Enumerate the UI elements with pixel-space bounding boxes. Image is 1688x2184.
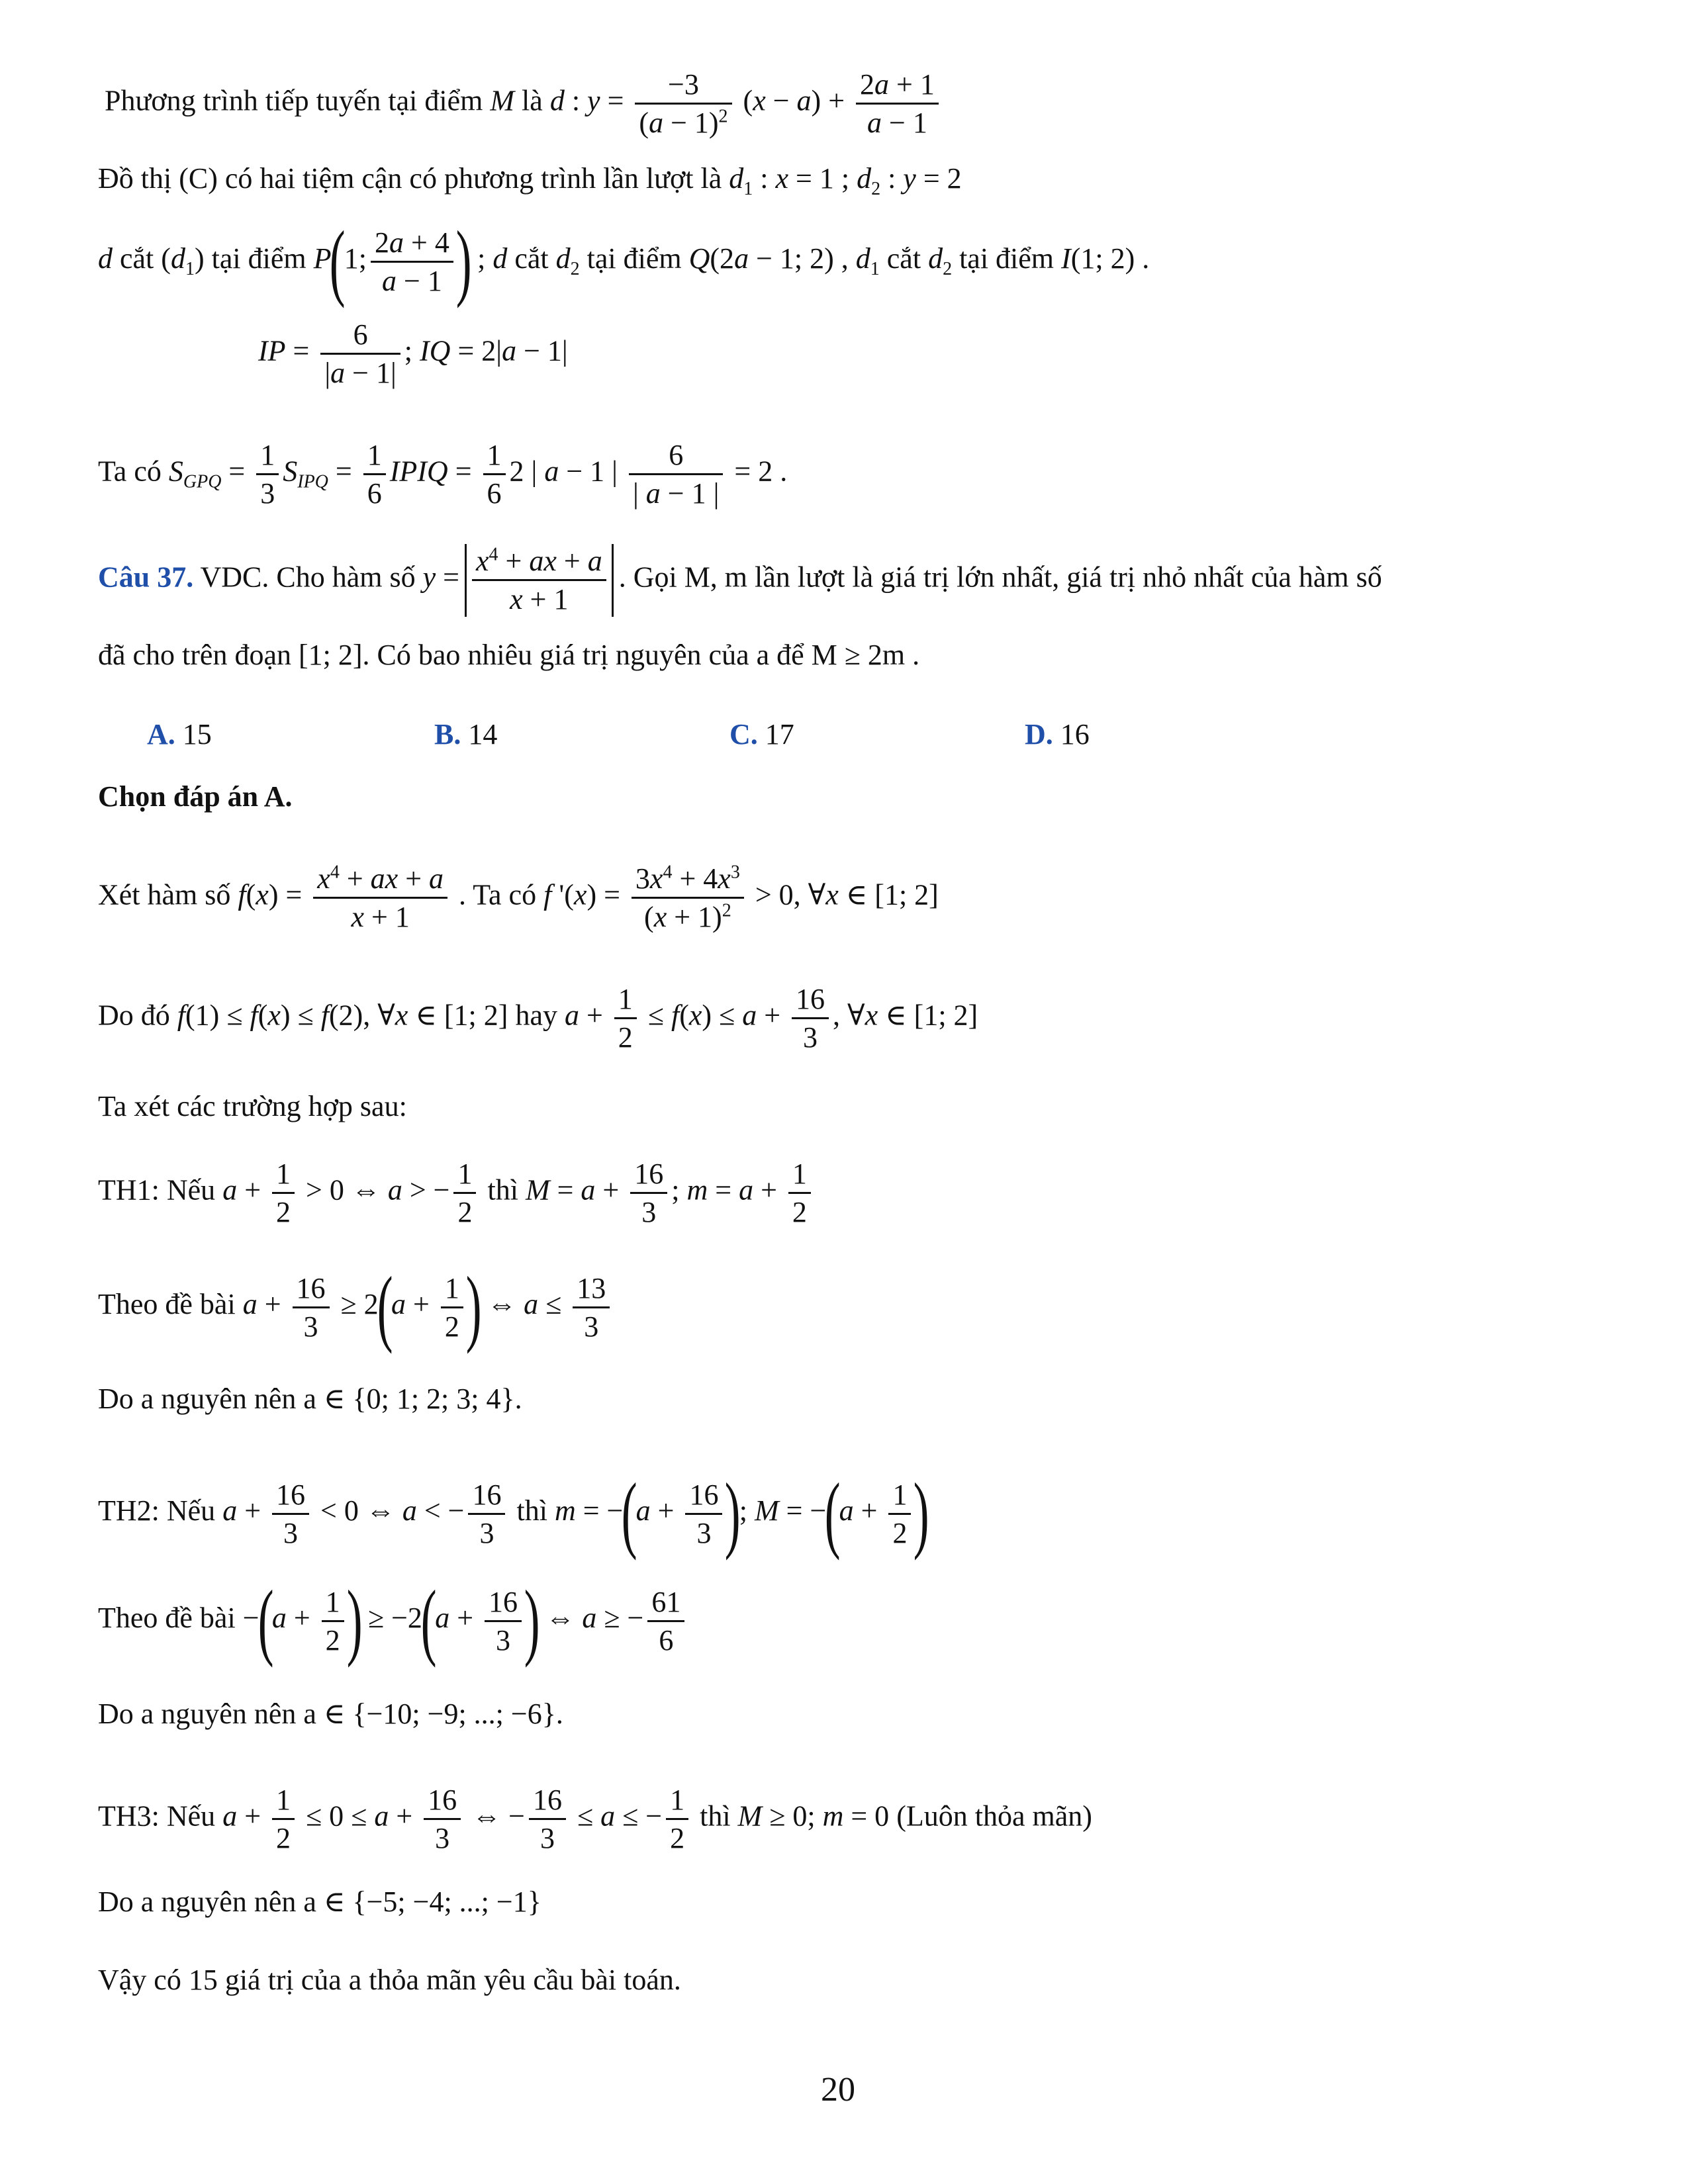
page-number: 20 [821,2071,855,2109]
cases-intro: Ta xét các trường hợp sau: [98,1090,407,1122]
area-line: Ta có $S_{GPQ}$ = $\frac{1}{3}$ $S_{IPQ}$ = $\frac{1}{6}$ IPIQ = $\frac{1}{6}$ 2 | a − 1 | $\frac{6}{| a - 1 |}$ = 2 . [98,437,787,512]
option-a[interactable]: A. 15 [147,718,212,751]
option-d[interactable]: D. 16 [1025,718,1090,751]
option-c[interactable]: C. 17 [729,718,794,751]
conclusion: Vậy có 15 giá trị của a thỏa mãn yêu cầu bài toán. [98,1964,681,1996]
function-def: Xét hàm số f(x) = $\frac{x^4 + ax + a}{x + 1}$ . Ta có f '(x) = $\frac{3x^4 + 4x^3}{(x + 1)^2}$ > 0, ∀x ∈ [1; 2] [98,860,939,935]
question-37-cont: đã cho trên đoạn [1; 2]. Có bao nhiêu giá trị nguyên của a để M ≥ 2m . [98,639,920,671]
case-1: TH1: Nếu a + $\frac{1}{2}$ > 0 ⇔ a > − $\frac{1}{2}$ thì M = a + $\frac{16}{3}$ ; m = a + $\frac{1}{2}$ [98,1156,815,1230]
case-1-condition: Theo đề bài a + $\frac{16}{3}$ ≥ 2(a + $\frac{1}{2}$ ) ⇔ a ≤ $\frac{13}{3}$ [98,1264,614,1350]
bounds-line: Do đó f(1) ≤ f(x) ≤ f(2), ∀x ∈ [1; 2] hay a + $\frac{1}{2}$ ≤ f(x) ≤ a + $\frac{16}{3}$ , ∀x ∈ [1; 2] [98,981,978,1056]
case-1-result: Do a nguyên nên a ∈ {0; 1; 2; 3; 4}. [98,1383,522,1415]
tangent-line: Phương trình tiếp tuyến tại điểm M là d : y = $\frac{-3}{(a - 1)^2}$ (x − a) + $\frac{2a + 1}{a - 1}$ [105,66,943,141]
case-2-result: Do a nguyên nên a ∈ {−10; −9; ...; −6}. [98,1698,563,1730]
case-3: TH3: Nếu a + $\frac{1}{2}$ ≤ 0 ≤ a + $\frac{16}{3}$ ⇔ − $\frac{16}{3}$ ≤ a ≤ − $\frac{1}{2}$ thì M ≥ 0; m = 0 (Luôn thỏa mãn) [98,1782,1092,1856]
answer-heading: Chọn đáp án A. [98,780,293,813]
question-37: Câu 37. VDC. Cho hàm số y = $\frac{x^4 + ax + a}{x + 1}$ . Gọi M, m lần lượt là giá trị lớn nhất, giá trị nhỏ nhất của hàm số [98,543,1382,617]
intersection-line: d cắt $(d_1)$ tại điểm P(1; $\frac{2a + 4}{a - 1}$ ) ; d cắt $d_2$ tại điểm Q(2a − 1; 2) , $d_1$ cắt $d_2$ tại điểm I(1; 2) . [98,214,1150,309]
option-b[interactable]: B. 14 [434,718,498,751]
case-2: TH2: Nếu a + $\frac{16}{3}$ < 0 ⇔ a < − $\frac{16}{3}$ thì m = −(a + $\frac{16}{3}$ ); M = −(a + $\frac{1}{2}$ ) [98,1466,929,1561]
asymptote-line: Đồ thị (C) có hai tiệm cận có phương trình lần lượt là $d_1$ : x = 1 ; $d_2$ : y = 2 [98,162,962,199]
case-3-result: Do a nguyên nên a ∈ {−5; −4; ...; −1} [98,1886,541,1918]
ip-iq-line: IP = $\frac{6}{|a - 1|}$ ; IQ = 2|a − 1| [258,316,568,391]
case-2-condition: Theo đề bài −(a + $\frac{1}{2}$ ) ≥ −2(a + $\frac{16}{3}$ ) ⇔ a ≥ − $\frac{61}{6}$ [98,1578,688,1664]
